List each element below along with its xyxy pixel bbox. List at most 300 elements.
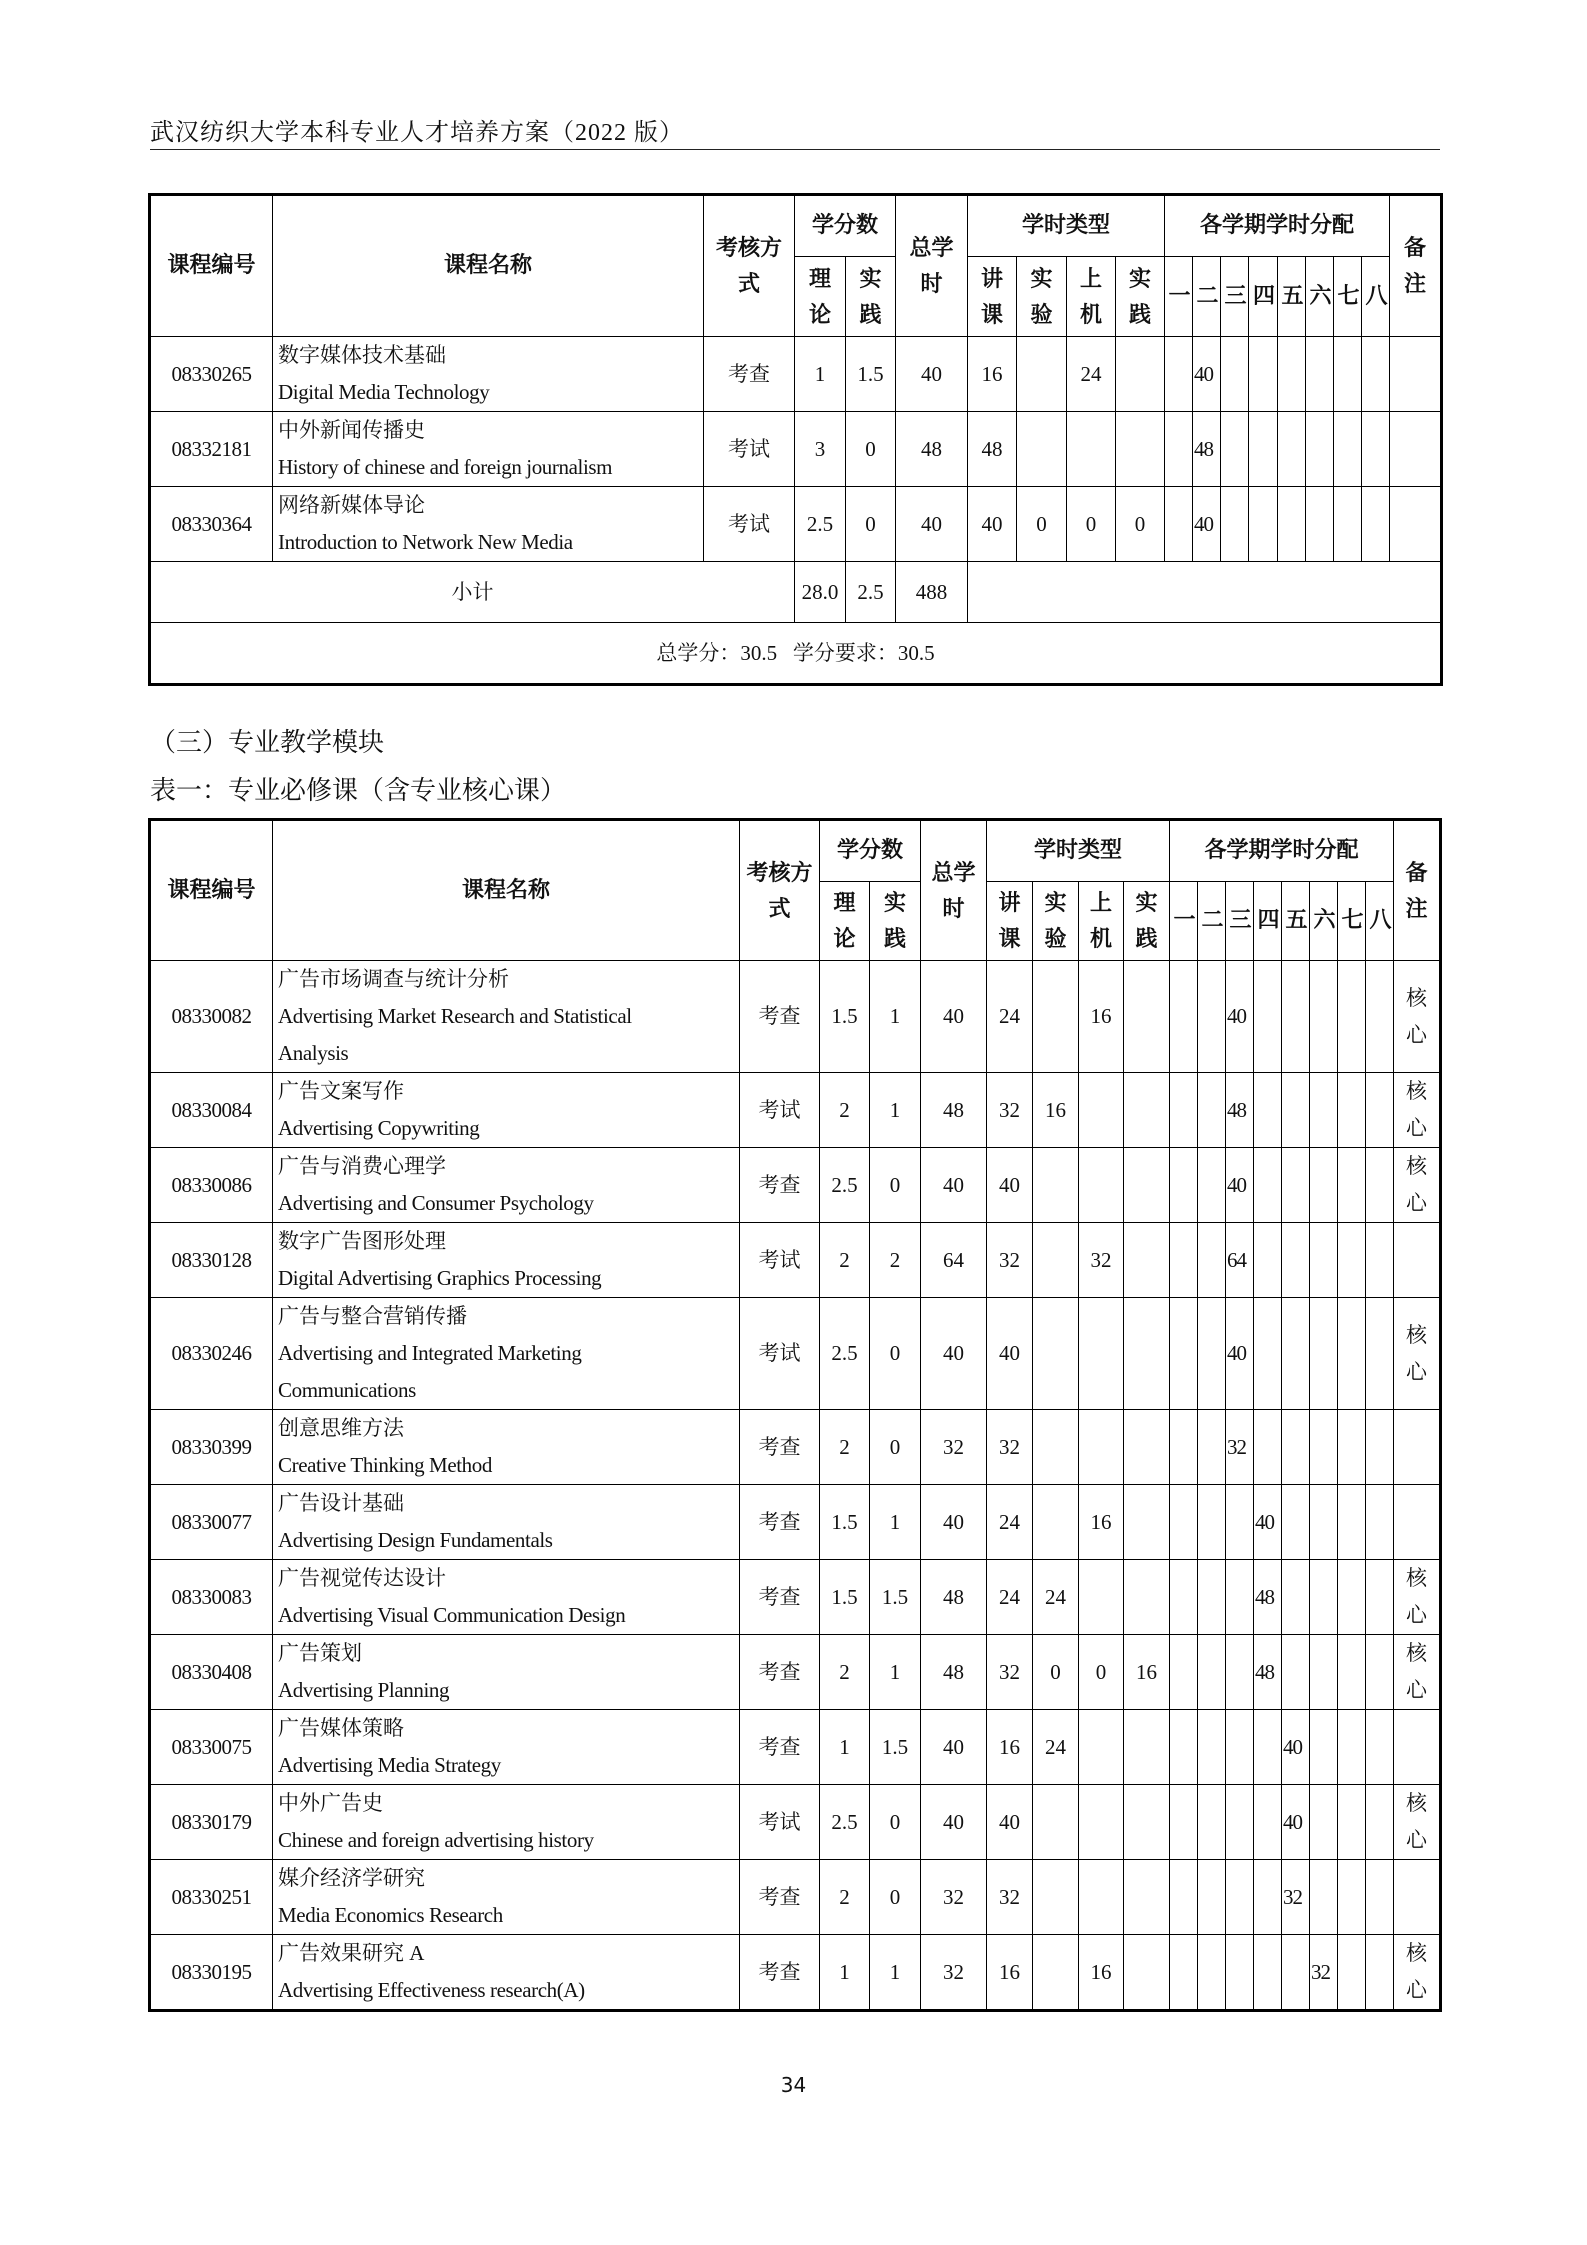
header-semester-4: 四	[1249, 257, 1278, 337]
course-name-en: Media Economics Research	[278, 1903, 503, 1927]
general-course-table	[148, 193, 1443, 686]
course-code: 08330083	[150, 1560, 273, 1635]
course-name-en: Digital Advertising Graphics Processing	[278, 1266, 602, 1290]
hours-experiment: 24	[1033, 1560, 1079, 1635]
hours-practice	[1124, 1223, 1170, 1298]
semester-7-hours	[1338, 1935, 1366, 2011]
credit-theory: 2.5	[820, 1785, 870, 1860]
semester-6-hours	[1310, 1635, 1338, 1710]
semester-5-hours	[1282, 1298, 1310, 1410]
hours-practice: 0	[1116, 487, 1165, 562]
exam-method: 考试	[704, 412, 795, 487]
exam-method: 考查	[740, 1560, 820, 1635]
semester-5-hours	[1282, 1148, 1310, 1223]
semester-3-hours	[1226, 1860, 1254, 1935]
total-hours: 32	[921, 1410, 987, 1485]
hours-lecture: 24	[987, 961, 1033, 1073]
semester-3-hours	[1226, 1710, 1254, 1785]
hours-experiment	[1033, 1223, 1079, 1298]
semester-8-hours	[1366, 1073, 1394, 1148]
credit-practice: 0	[870, 1410, 921, 1485]
course-name-cn: 中外新闻传播史	[278, 418, 425, 442]
remark: 核 心	[1394, 1785, 1441, 1860]
semester-7-hours	[1338, 1710, 1366, 1785]
semester-8-hours	[1366, 1635, 1394, 1710]
hours-practice	[1124, 961, 1170, 1073]
credit-theory: 2	[820, 1410, 870, 1485]
hours-practice	[1124, 1485, 1170, 1560]
credit-practice: 0	[846, 412, 896, 487]
credit-theory: 2	[820, 1223, 870, 1298]
header-semester-1: 一	[1165, 257, 1193, 337]
hours-lecture: 16	[987, 1710, 1033, 1785]
semester-4-hours	[1254, 1148, 1282, 1223]
header-semester-8: 八	[1366, 882, 1394, 961]
hours-lecture: 40	[968, 487, 1017, 562]
semester-4-hours	[1254, 1935, 1282, 2011]
table-row	[150, 1635, 1441, 1710]
semester-2-hours: 48	[1193, 412, 1221, 487]
hours-lecture: 40	[987, 1148, 1033, 1223]
header-semester-7: 七	[1334, 257, 1362, 337]
table-row	[150, 1710, 1441, 1785]
table-row	[150, 1485, 1441, 1560]
semester-8-hours	[1366, 1223, 1394, 1298]
table-caption: 表一：专业必修课（含专业核心课）	[150, 776, 567, 805]
semester-8-hours	[1362, 412, 1390, 487]
table-row	[150, 1148, 1441, 1223]
total-hours: 40	[896, 337, 968, 412]
semester-1-hours	[1170, 1148, 1198, 1223]
header-remark: 备 注	[1394, 820, 1441, 961]
exam-method: 考查	[740, 1635, 820, 1710]
course-code: 08330077	[150, 1485, 273, 1560]
semester-2-hours	[1198, 1635, 1226, 1710]
credit-theory: 2.5	[795, 487, 846, 562]
semester-6-hours: 32	[1310, 1935, 1338, 2011]
course-name	[273, 1410, 740, 1485]
credit-practice: 1.5	[870, 1710, 921, 1785]
exam-method: 考查	[704, 337, 795, 412]
hours-lecture: 32	[987, 1410, 1033, 1485]
subtotal-empty	[968, 562, 1442, 623]
semester-3-hours: 64	[1226, 1223, 1254, 1298]
hours-experiment: 0	[1017, 487, 1067, 562]
semester-8-hours	[1366, 961, 1394, 1073]
hours-lecture: 16	[987, 1935, 1033, 2011]
hours-practice	[1116, 337, 1165, 412]
course-name	[273, 1635, 740, 1710]
header-semester-2: 二	[1193, 257, 1221, 337]
credit-practice: 0	[846, 487, 896, 562]
credit-theory: 1.5	[820, 1485, 870, 1560]
subtotal-credit-theory: 28.0	[795, 562, 846, 623]
header-semester-1: 一	[1170, 882, 1198, 961]
semester-7-hours	[1338, 1485, 1366, 1560]
document-header-title: 武汉纺织大学本科专业人才培养方案（2022 版）	[150, 120, 684, 146]
header-credits: 学分数	[820, 820, 921, 882]
header-semester-6: 六	[1306, 257, 1334, 337]
course-name-cn: 广告与整合营销传播	[278, 1304, 467, 1328]
remark	[1390, 487, 1442, 562]
credit-theory: 3	[795, 412, 846, 487]
hours-computer	[1079, 1410, 1124, 1485]
hours-experiment	[1033, 1410, 1079, 1485]
hours-computer: 32	[1079, 1223, 1124, 1298]
course-name-cn: 媒介经济学研究	[278, 1866, 425, 1890]
credit-practice: 1	[870, 1635, 921, 1710]
table-row	[150, 1935, 1441, 2011]
semester-4-hours	[1254, 961, 1282, 1073]
course-name-cn: 广告设计基础	[278, 1491, 404, 1515]
semester-3-hours	[1226, 1485, 1254, 1560]
semester-1-hours	[1170, 1710, 1198, 1785]
semester-5-hours: 40	[1282, 1710, 1310, 1785]
semester-3-hours	[1226, 1785, 1254, 1860]
hours-experiment	[1033, 1485, 1079, 1560]
course-code: 08330075	[150, 1710, 273, 1785]
header-semester-3: 三	[1221, 257, 1249, 337]
header-credit-theory: 理 论	[820, 882, 870, 961]
course-name-en: Advertising Copywriting	[278, 1116, 480, 1140]
semester-8-hours	[1362, 487, 1390, 562]
semester-2-hours	[1198, 1860, 1226, 1935]
credit-theory: 1	[820, 1710, 870, 1785]
credit-practice: 1	[870, 1485, 921, 1560]
total-hours: 40	[921, 1785, 987, 1860]
course-code: 08330251	[150, 1860, 273, 1935]
course-name-en: Advertising Market Research and Statistical	[278, 1004, 632, 1028]
credit-practice: 1	[870, 1073, 921, 1148]
header-semester-8: 八	[1362, 257, 1390, 337]
header-total-hours: 总学 时	[921, 820, 987, 961]
course-name	[273, 487, 704, 562]
total-hours: 48	[921, 1635, 987, 1710]
semester-2-hours	[1198, 1785, 1226, 1860]
hours-computer	[1079, 1860, 1124, 1935]
course-name	[273, 1935, 740, 2011]
semester-8-hours	[1366, 1560, 1394, 1635]
exam-method: 考查	[740, 961, 820, 1073]
header-credit-practice: 实 践	[870, 882, 921, 961]
credit-theory: 2	[820, 1073, 870, 1148]
hours-lecture: 24	[987, 1485, 1033, 1560]
remark	[1394, 1223, 1441, 1298]
hours-practice	[1124, 1298, 1170, 1410]
hours-experiment	[1017, 337, 1067, 412]
remark: 核 心	[1394, 961, 1441, 1073]
course-code: 08330195	[150, 1935, 273, 2011]
table-row	[150, 412, 1442, 487]
course-name-cn: 创意思维方法	[278, 1416, 404, 1440]
course-name	[273, 1860, 740, 1935]
semester-5-hours	[1282, 961, 1310, 1073]
hours-computer	[1079, 1710, 1124, 1785]
semester-1-hours	[1170, 1560, 1198, 1635]
remark: 核 心	[1394, 1073, 1441, 1148]
semester-1-hours	[1165, 487, 1193, 562]
semester-4-hours	[1254, 1073, 1282, 1148]
credit-theory: 1	[820, 1935, 870, 2011]
course-name-en: Chinese and foreign advertising history	[278, 1828, 594, 1852]
remark: 核 心	[1394, 1148, 1441, 1223]
semester-7-hours	[1338, 1223, 1366, 1298]
total-hours: 40	[921, 961, 987, 1073]
hours-experiment	[1033, 961, 1079, 1073]
hours-computer	[1079, 1785, 1124, 1860]
hours-experiment	[1033, 1298, 1079, 1410]
course-name-cn: 中外广告史	[278, 1791, 383, 1815]
header-experiment: 实 验	[1017, 257, 1067, 337]
exam-method: 考查	[740, 1410, 820, 1485]
semester-5-hours: 32	[1282, 1860, 1310, 1935]
hours-computer	[1079, 1073, 1124, 1148]
semester-6-hours	[1310, 1410, 1338, 1485]
credit-theory: 1.5	[820, 961, 870, 1073]
header-experiment: 实 验	[1033, 882, 1079, 961]
header-hour-types: 学时类型	[987, 820, 1170, 882]
semester-4-hours: 48	[1254, 1635, 1282, 1710]
semester-2-hours	[1198, 1148, 1226, 1223]
course-name-cn: 数字媒体技术基础	[278, 343, 446, 367]
course-name-en: Creative Thinking Method	[278, 1453, 492, 1477]
semester-8-hours	[1366, 1298, 1394, 1410]
semester-2-hours	[1198, 1298, 1226, 1410]
table-row	[150, 1223, 1441, 1298]
course-code: 08330408	[150, 1635, 273, 1710]
semester-5-hours: 40	[1282, 1785, 1310, 1860]
header-credits: 学分数	[795, 195, 896, 257]
hours-lecture: 32	[987, 1860, 1033, 1935]
credit-practice: 1	[870, 961, 921, 1073]
semester-7-hours	[1338, 1635, 1366, 1710]
course-name-cn: 广告效果研究 A	[278, 1941, 425, 1965]
semester-4-hours	[1254, 1710, 1282, 1785]
course-name-cn: 数字广告图形处理	[278, 1229, 446, 1253]
header-semester-distribution: 各学期学时分配	[1170, 820, 1394, 882]
total-hours: 40	[896, 487, 968, 562]
semester-6-hours	[1310, 1073, 1338, 1148]
semester-1-hours	[1170, 1410, 1198, 1485]
semester-2-hours	[1198, 1073, 1226, 1148]
semester-4-hours	[1249, 487, 1278, 562]
course-name-en-cont: Analysis	[278, 1041, 349, 1065]
total-hours: 32	[921, 1860, 987, 1935]
semester-2-hours	[1198, 1485, 1226, 1560]
course-name	[273, 412, 704, 487]
semester-6-hours	[1310, 1785, 1338, 1860]
semester-3-hours	[1221, 337, 1249, 412]
header-divider	[150, 149, 1440, 150]
semester-7-hours	[1338, 1410, 1366, 1485]
remark	[1394, 1485, 1441, 1560]
semester-1-hours	[1170, 1223, 1198, 1298]
total-hours: 48	[921, 1073, 987, 1148]
hours-practice: 16	[1124, 1635, 1170, 1710]
remark: 核 心	[1394, 1298, 1441, 1410]
course-name-en: Digital Media Technology	[278, 380, 490, 404]
semester-3-hours	[1226, 1560, 1254, 1635]
header-lecture: 讲 课	[968, 257, 1017, 337]
semester-6-hours	[1310, 1148, 1338, 1223]
hours-computer	[1079, 1148, 1124, 1223]
semester-3-hours: 40	[1226, 1148, 1254, 1223]
semester-6-hours	[1306, 487, 1334, 562]
credit-practice: 0	[870, 1148, 921, 1223]
course-name-en: Advertising Media Strategy	[278, 1753, 501, 1777]
semester-6-hours	[1306, 412, 1334, 487]
header-exam-method: 考核方 式	[740, 820, 820, 961]
course-name	[273, 1710, 740, 1785]
semester-7-hours	[1338, 1298, 1366, 1410]
hours-practice	[1124, 1148, 1170, 1223]
course-name-cn: 广告文案写作	[278, 1079, 404, 1103]
hours-computer: 16	[1079, 961, 1124, 1073]
course-code: 08330128	[150, 1223, 273, 1298]
credit-practice: 0	[870, 1860, 921, 1935]
credit-practice: 1	[870, 1935, 921, 2011]
header-semester-3: 三	[1226, 882, 1254, 961]
hours-practice	[1124, 1560, 1170, 1635]
hours-experiment	[1017, 412, 1067, 487]
semester-5-hours	[1278, 487, 1306, 562]
header-semester-7: 七	[1338, 882, 1366, 961]
semester-2-hours	[1198, 1935, 1226, 2011]
course-name-en-cont: Communications	[278, 1378, 416, 1402]
hours-practice	[1124, 1935, 1170, 2011]
semester-6-hours	[1310, 961, 1338, 1073]
course-name-en: Advertising Design Fundamentals	[278, 1528, 553, 1552]
semester-3-hours	[1226, 1635, 1254, 1710]
header-computer: 上 机	[1079, 882, 1124, 961]
semester-5-hours	[1282, 1485, 1310, 1560]
course-code: 08330246	[150, 1298, 273, 1410]
semester-8-hours	[1366, 1410, 1394, 1485]
credit-theory: 1.5	[820, 1560, 870, 1635]
credit-practice: 1.5	[846, 337, 896, 412]
semester-8-hours	[1366, 1148, 1394, 1223]
course-name-en: Advertising and Integrated Marketing	[278, 1341, 582, 1365]
hours-experiment: 0	[1033, 1635, 1079, 1710]
header-total-hours: 总学 时	[896, 195, 968, 337]
hours-computer	[1067, 412, 1116, 487]
hours-practice	[1124, 1073, 1170, 1148]
semester-2-hours	[1198, 1410, 1226, 1485]
table-body	[150, 961, 1441, 2011]
table-summary	[150, 562, 1442, 685]
course-name-cn: 广告与消费心理学	[278, 1154, 446, 1178]
course-name	[273, 1073, 740, 1148]
header-hour-types: 学时类型	[968, 195, 1165, 257]
hours-lecture: 40	[987, 1785, 1033, 1860]
exam-method: 考查	[740, 1935, 820, 2011]
total-hours: 64	[921, 1223, 987, 1298]
credit-theory: 2	[820, 1860, 870, 1935]
semester-2-hours	[1198, 1710, 1226, 1785]
subtotal-total-hours: 488	[896, 562, 968, 623]
semester-4-hours	[1254, 1410, 1282, 1485]
total-hours: 40	[921, 1485, 987, 1560]
course-name-en: Advertising and Consumer Psychology	[278, 1191, 594, 1215]
remark	[1390, 412, 1442, 487]
course-name-en: Advertising Effectiveness research(A)	[278, 1978, 585, 2002]
course-name-cn: 广告视觉传达设计	[278, 1566, 446, 1590]
semester-7-hours	[1338, 961, 1366, 1073]
semester-2-hours	[1198, 1223, 1226, 1298]
exam-method: 考查	[740, 1710, 820, 1785]
header-computer: 上 机	[1067, 257, 1116, 337]
course-name-en: Advertising Visual Communication Design	[278, 1603, 626, 1627]
semester-2-hours: 40	[1193, 337, 1221, 412]
subtotal-credit-practice: 2.5	[846, 562, 896, 623]
credit-practice: 0	[870, 1298, 921, 1410]
subtotal-label: 小计	[150, 562, 795, 623]
hours-lecture: 24	[987, 1560, 1033, 1635]
table-header	[150, 195, 1442, 337]
course-code: 08330082	[150, 961, 273, 1073]
semester-5-hours	[1278, 412, 1306, 487]
semester-1-hours	[1170, 1485, 1198, 1560]
course-name	[273, 961, 740, 1073]
semester-3-hours: 32	[1226, 1410, 1254, 1485]
hours-practice	[1124, 1710, 1170, 1785]
remark	[1394, 1860, 1441, 1935]
section-title: （三）专业教学模块	[150, 728, 385, 757]
hours-lecture: 32	[987, 1635, 1033, 1710]
credit-practice: 0	[870, 1785, 921, 1860]
semester-1-hours	[1170, 1635, 1198, 1710]
hours-lecture: 16	[968, 337, 1017, 412]
hours-lecture: 32	[987, 1073, 1033, 1148]
header-exam-method: 考核方 式	[704, 195, 795, 337]
total-hours: 48	[921, 1560, 987, 1635]
semester-6-hours	[1310, 1298, 1338, 1410]
credit-practice: 2	[870, 1223, 921, 1298]
table-row	[150, 1785, 1441, 1860]
table-row	[150, 1298, 1441, 1410]
total-hours: 48	[896, 412, 968, 487]
page-number: 34	[780, 2073, 807, 2097]
semester-4-hours	[1249, 412, 1278, 487]
semester-3-hours: 40	[1226, 961, 1254, 1073]
table-row	[150, 487, 1442, 562]
semester-1-hours	[1170, 1073, 1198, 1148]
semester-8-hours	[1366, 1860, 1394, 1935]
hours-practice	[1124, 1860, 1170, 1935]
total-hours: 40	[921, 1710, 987, 1785]
course-name-cn: 广告策划	[278, 1641, 362, 1665]
semester-7-hours	[1338, 1073, 1366, 1148]
semester-8-hours	[1366, 1485, 1394, 1560]
hours-experiment	[1033, 1148, 1079, 1223]
total-hours: 40	[921, 1148, 987, 1223]
semester-4-hours: 40	[1254, 1485, 1282, 1560]
semester-7-hours	[1338, 1785, 1366, 1860]
credit-practice: 1.5	[870, 1560, 921, 1635]
exam-method: 考查	[740, 1485, 820, 1560]
credit-theory: 2.5	[820, 1298, 870, 1410]
course-name	[273, 337, 704, 412]
semester-7-hours	[1338, 1560, 1366, 1635]
semester-2-hours	[1198, 961, 1226, 1073]
semester-4-hours	[1254, 1223, 1282, 1298]
semester-8-hours	[1366, 1785, 1394, 1860]
semester-5-hours	[1282, 1410, 1310, 1485]
header-practice: 实 践	[1116, 257, 1165, 337]
course-name-cn: 广告市场调查与统计分析	[278, 967, 509, 991]
semester-5-hours	[1282, 1935, 1310, 2011]
semester-5-hours	[1282, 1635, 1310, 1710]
